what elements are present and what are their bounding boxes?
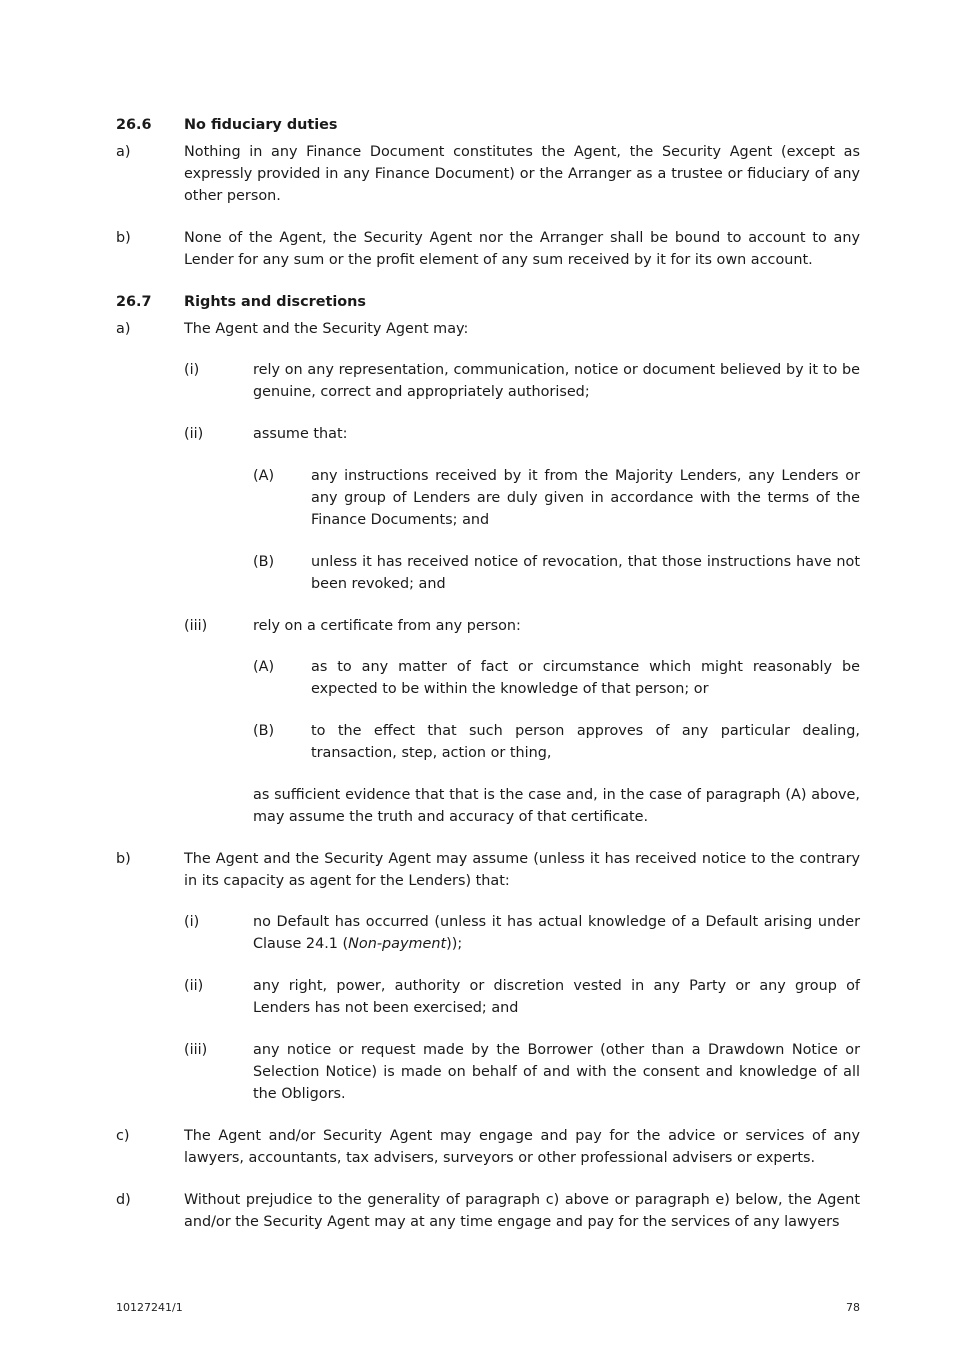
item-text: any instructions received by it from the Majority Lenders, any Lenders or any group of Lenders are duly given in accordance with the terms of the Finance Documents; and	[311, 468, 860, 528]
footer-document-reference: 10127241/1	[116, 1301, 183, 1314]
subparagraph-text: any right, power, authority or discretion vested in any Party or any group of Lenders has not been exercised; and	[253, 978, 860, 1016]
text-part: ));	[446, 936, 463, 952]
section-heading-26-6	[116, 114, 860, 136]
subparagraph-label: (ii)	[184, 978, 204, 994]
paragraph-label: d)	[116, 1192, 131, 1208]
subparagraph-a-ii	[116, 423, 860, 445]
paragraph-text: The Agent and the Security Agent may:	[184, 321, 469, 337]
subparagraph-text: assume that:	[253, 426, 348, 442]
paragraph-26-6-a	[116, 141, 860, 207]
subparagraph-b-i	[116, 911, 860, 955]
subparagraph-label: (i)	[184, 914, 200, 930]
section-title: Rights and discretions	[184, 294, 366, 310]
paragraph-26-7-d	[116, 1189, 860, 1233]
paragraph-text: The Agent and/or Security Agent may engage and pay for the advice or services of any lawyers, accountants, tax advisers, surveyors or other professional advisers or experts.	[184, 1128, 860, 1166]
item-label: (B)	[253, 554, 275, 570]
text-part: no Default has occurred (unless it has actual knowledge of a Default arising under Clause 24.1 (	[253, 914, 860, 952]
subparagraph-text: rely on a certificate from any person:	[253, 618, 521, 634]
subparagraph-label: (iii)	[184, 1042, 208, 1058]
clause-title-italic: Non-payment	[348, 936, 447, 952]
subparagraph-label: (i)	[184, 362, 200, 378]
paragraph-text: None of the Agent, the Security Agent nor the Arranger shall be bound to account to any Lender for any sum or the profit element of any sum received by it for its own account.	[184, 230, 860, 268]
subparagraph-a-i	[116, 359, 860, 403]
section-heading-26-7	[116, 291, 860, 313]
paragraph-26-7-a	[116, 318, 860, 340]
paragraph-26-7-b	[116, 848, 860, 892]
item-text: unless it has received notice of revocation, that those instructions have not been revoked; and	[311, 554, 860, 592]
paragraph-label: a)	[116, 321, 131, 337]
section-number: 26.7	[116, 294, 152, 310]
item-a-iii-B	[116, 720, 860, 764]
subparagraph-a-iii-tail	[116, 784, 860, 828]
paragraph-26-6-b	[116, 227, 860, 271]
paragraph-label: a)	[116, 144, 131, 160]
subparagraph-label: (ii)	[184, 426, 204, 442]
tail-text: as sufficient evidence that that is the case and, in the case of paragraph (A) above, may assume the truth and accuracy of that certificate.	[253, 787, 860, 825]
item-a-ii-A	[116, 465, 860, 531]
item-text: to the effect that such person approves of any particular dealing, transaction, step, action or thing,	[311, 723, 860, 761]
subparagraph-text	[253, 911, 860, 955]
subparagraph-text: rely on any representation, communication, notice or document believed by it to be genuine, correct and appropriately authorised;	[253, 362, 860, 400]
paragraph-label: c)	[116, 1128, 130, 1144]
paragraph-text: Without prejudice to the generality of paragraph c) above or paragraph e) below, the Agent and/or the Security Agent may at any time engage and pay for the services of any lawyers	[184, 1192, 860, 1230]
section-number: 26.6	[116, 117, 152, 133]
item-label: (A)	[253, 468, 275, 484]
subparagraph-text: any notice or request made by the Borrower (other than a Drawdown Notice or Selection Notice) is made on behalf of and with the consent and knowledge of all the Obligors.	[253, 1042, 860, 1102]
item-a-iii-A	[116, 656, 860, 700]
subparagraph-b-ii	[116, 975, 860, 1019]
item-label: (A)	[253, 659, 275, 675]
paragraph-label: b)	[116, 851, 131, 867]
item-a-ii-B	[116, 551, 860, 595]
paragraph-text: The Agent and the Security Agent may assume (unless it has received notice to the contrary in its capacity as agent for the Lenders) that:	[184, 851, 860, 889]
paragraph-label: b)	[116, 230, 131, 246]
subparagraph-a-iii	[116, 615, 860, 637]
section-title: No fiduciary duties	[184, 117, 338, 133]
subparagraph-b-iii	[116, 1039, 860, 1105]
paragraph-26-7-c	[116, 1125, 860, 1169]
item-text: as to any matter of fact or circumstance which might reasonably be expected to be within the knowledge of that person; or	[311, 659, 860, 697]
subparagraph-label: (iii)	[184, 618, 208, 634]
footer-page-number: 78	[846, 1301, 860, 1314]
item-label: (B)	[253, 723, 275, 739]
paragraph-text: Nothing in any Finance Document constitutes the Agent, the Security Agent (except as expressly provided in any Finance Document) or the Arranger as a trustee or fiduciary of any other person.	[184, 144, 860, 204]
